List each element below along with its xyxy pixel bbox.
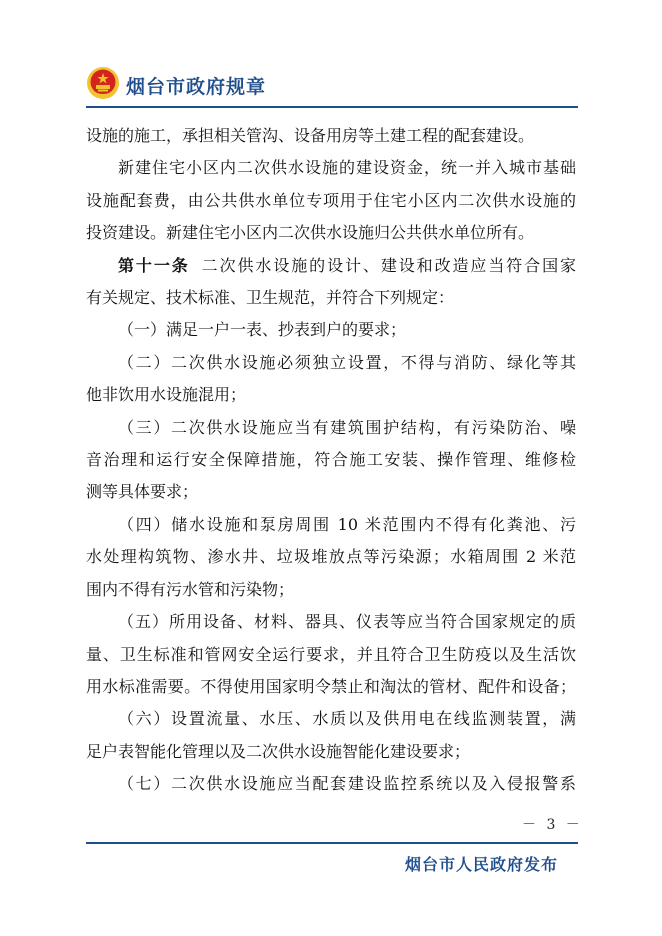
item-2-line-1: （二）二次供水设施必须独立设置，不得与消防、绿化等其	[118, 352, 576, 372]
item-4-line-3: 围内不得有污水管和污染物；	[86, 579, 295, 599]
article-11-text: 二次供水设施的设计、建设和改造应当符合国家	[201, 255, 576, 275]
header-divider	[86, 106, 578, 108]
paragraph-2-line-1: 新建住宅小区内二次供水设施的建设资金，统一并入城市基础	[118, 158, 576, 178]
item-4-line-2: 水处理构筑物、渗水井、垃圾堆放点等污染源；水箱周围 2 米范	[86, 547, 576, 567]
article-11-line-1	[86, 250, 576, 282]
item-5-line-1: （五）所用设备、材料、器具、仪表等应当符合国家规定的质	[118, 612, 576, 632]
item-3-line-1: （三）二次供水设施应当有建筑围护结构，有污染防治、噪	[118, 417, 576, 437]
article-11-line-2: 有关规定、技术标准、卫生规范，并符合下列规定：	[86, 288, 455, 308]
paragraph-2-line-2: 设施配套费，由公共供水单位专项用于住宅小区内二次供水设施的	[86, 190, 576, 210]
item-6-line-2: 足户表智能化管理以及二次供水设施智能化建设要求；	[86, 741, 471, 761]
item-1: （一）满足一户一表、抄表到户的要求；	[118, 320, 407, 340]
footer-divider	[86, 842, 578, 844]
national-emblem-icon	[86, 66, 120, 100]
document-header	[86, 66, 582, 104]
item-6-line-1: （六）设置流量、水压、水质以及供用电在线监测装置，满	[118, 709, 576, 729]
publisher-label: 烟台市人民政府发布	[404, 855, 558, 874]
article-label: 第十一条	[118, 255, 190, 275]
paragraph-2-line-3: 投资建设。新建住宅小区内二次供水设施归公共供水单位所有。	[86, 223, 535, 243]
item-3-line-3: 测等具体要求；	[86, 482, 199, 502]
page-number: － 3 －	[522, 817, 583, 833]
item-3-line-2: 音治理和运行安全保障措施，符合施工安装、操作管理、维修检	[86, 450, 576, 470]
item-5-line-3: 用水标准需要。不得使用国家明令禁止和淘汰的管材、配件和设备；	[86, 676, 576, 696]
item-2-line-2: 他非饮用水设施混用；	[86, 385, 247, 405]
item-4-line-1: （四）储水设施和泵房周围 10 米范围内不得有化粪池、污	[118, 514, 576, 534]
header-title: 烟台市政府规章	[126, 76, 267, 98]
item-7-line-1: （七）二次供水设施应当配套建设监控系统以及入侵报警系	[118, 774, 576, 794]
item-5-line-2: 量、卫生标准和管网安全运行要求，并且符合卫生防疫以及生活饮	[86, 644, 576, 664]
document-body	[86, 120, 576, 801]
paragraph-1: 设施的施工，承担相关管沟、设备用房等土建工程的配套建设。	[86, 126, 535, 145]
